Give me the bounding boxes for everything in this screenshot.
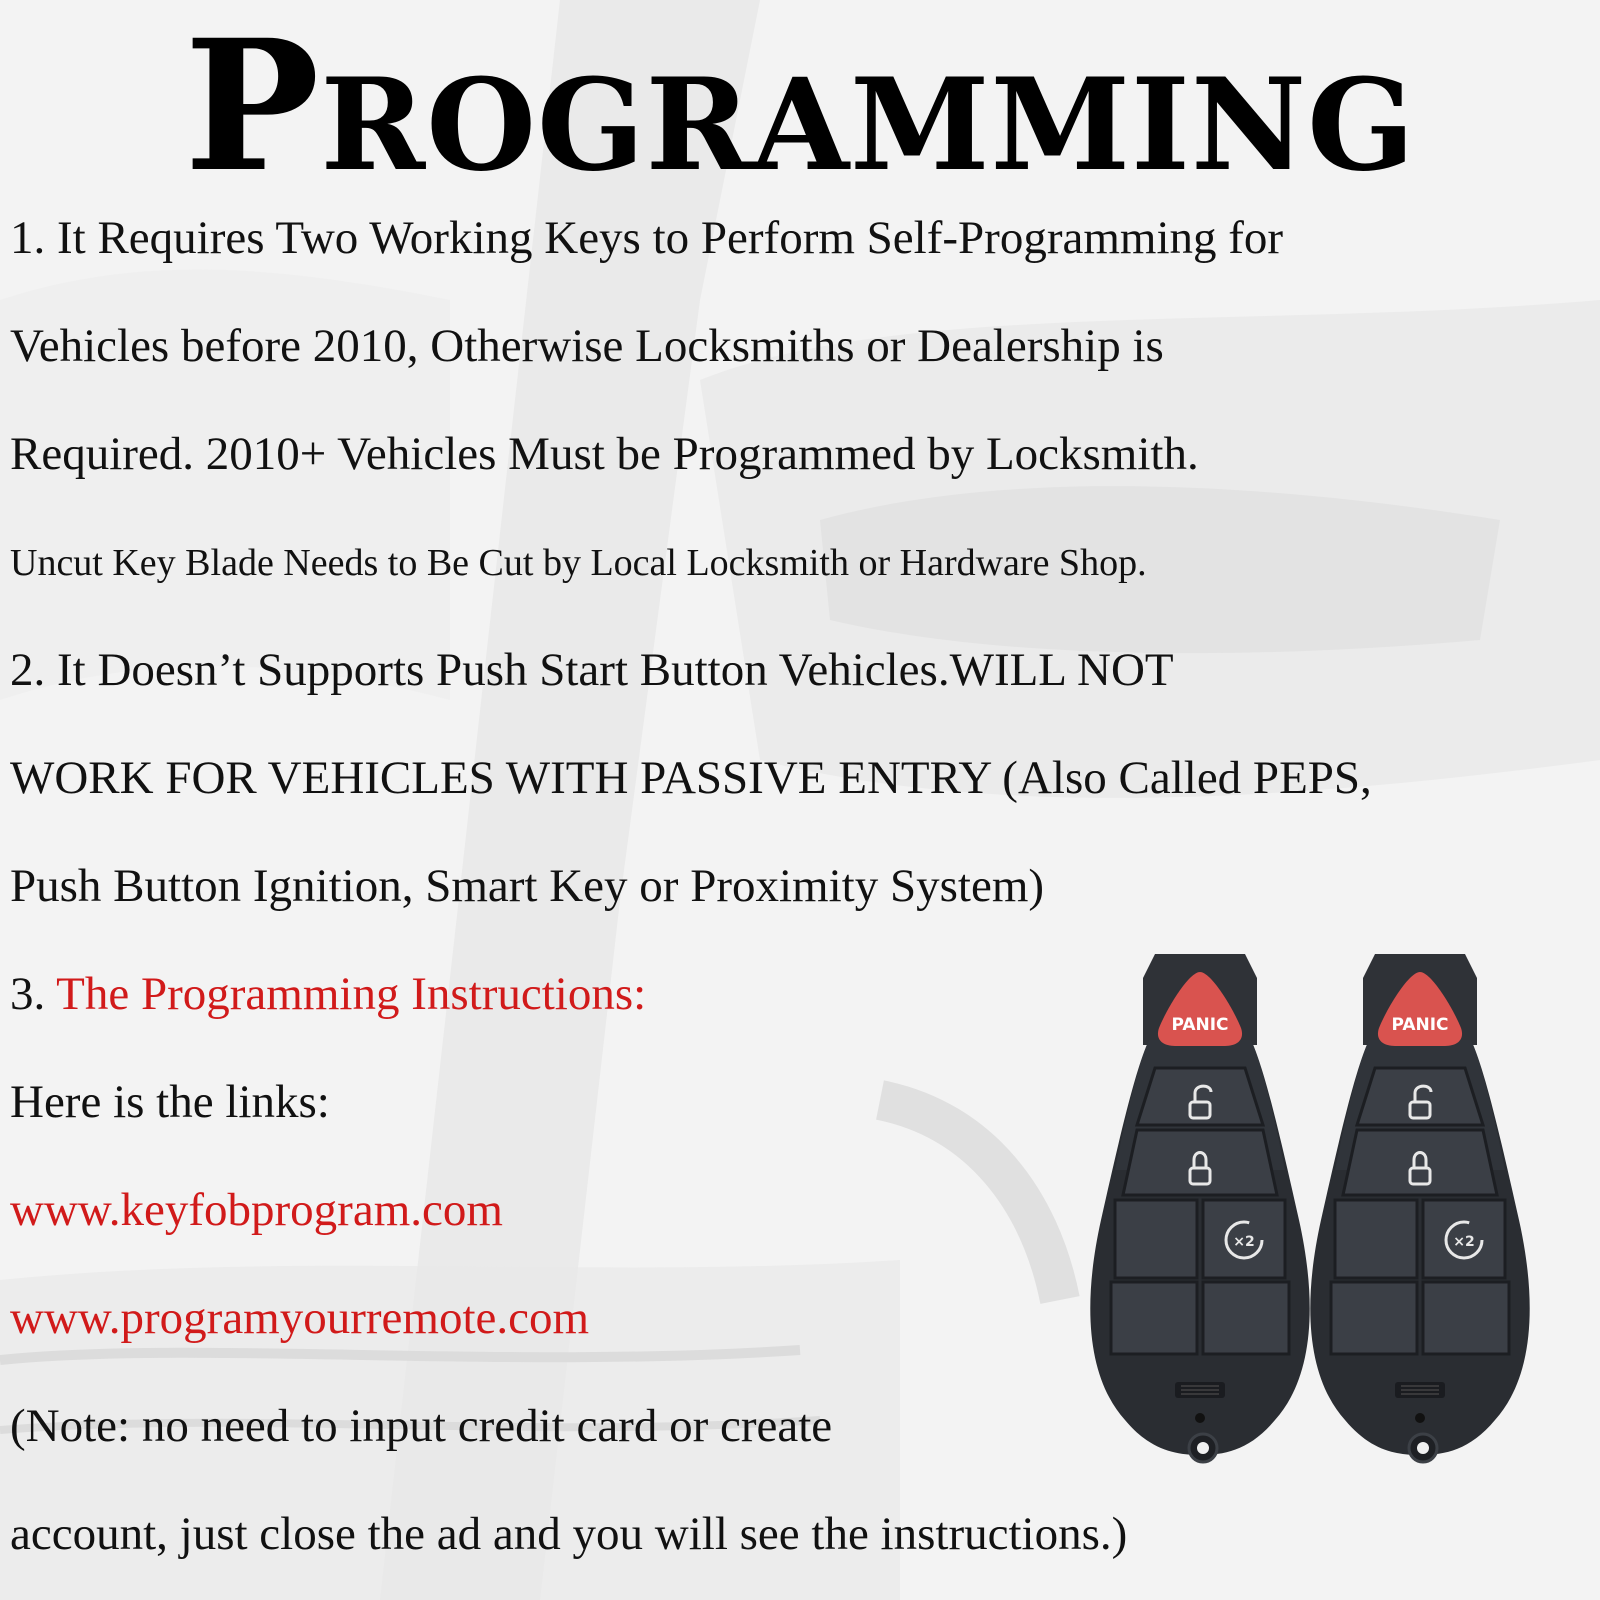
links-intro: Here is the links: bbox=[10, 1076, 330, 1128]
text-line-5: 2. It Doesn’t Supports Push Start Button Vehicles.WILL NOT bbox=[10, 644, 1174, 696]
text-line-3: Required. 2010+ Vehicles Must be Programmed by Locksmith. bbox=[10, 428, 1199, 480]
page-title: Programming bbox=[184, 1, 1416, 212]
panic-label-left: PANIC bbox=[1171, 1015, 1229, 1035]
instructions-number: 3. bbox=[10, 968, 46, 1020]
link-keyfobprogram[interactable]: www.keyfobprogram.com bbox=[10, 1184, 503, 1236]
text-line-2: Vehicles before 2010, Otherwise Locksmiths or Dealership is bbox=[10, 320, 1164, 372]
text-line-4: Uncut Key Blade Needs to Be Cut by Local Locksmith or Hardware Shop. bbox=[10, 542, 1147, 584]
key-fob-image bbox=[1085, 950, 1600, 1510]
panic-label-right: PANIC bbox=[1391, 1015, 1449, 1035]
remote-start-label-right: ×2 bbox=[1453, 1234, 1475, 1250]
text-line-7: Push Button Ignition, Smart Key or Proximity System) bbox=[10, 860, 1045, 912]
instructions-heading bbox=[10, 964, 646, 1024]
note-line-2: account, just close the ad and you will see the instructions.) bbox=[10, 1508, 1128, 1560]
note-line-1: (Note: no need to input credit card or create bbox=[10, 1400, 833, 1452]
instructions-title: The Programming Instructions: bbox=[56, 968, 647, 1020]
text-line-6: WORK FOR VEHICLES WITH PASSIVE ENTRY (Also Called PEPS, bbox=[10, 752, 1372, 804]
remote-start-label-left: ×2 bbox=[1233, 1234, 1255, 1250]
text-line-1: 1. It Requires Two Working Keys to Perform Self-Programming for bbox=[10, 212, 1284, 264]
link-programyourremote[interactable]: www.programyourremote.com bbox=[10, 1292, 590, 1344]
